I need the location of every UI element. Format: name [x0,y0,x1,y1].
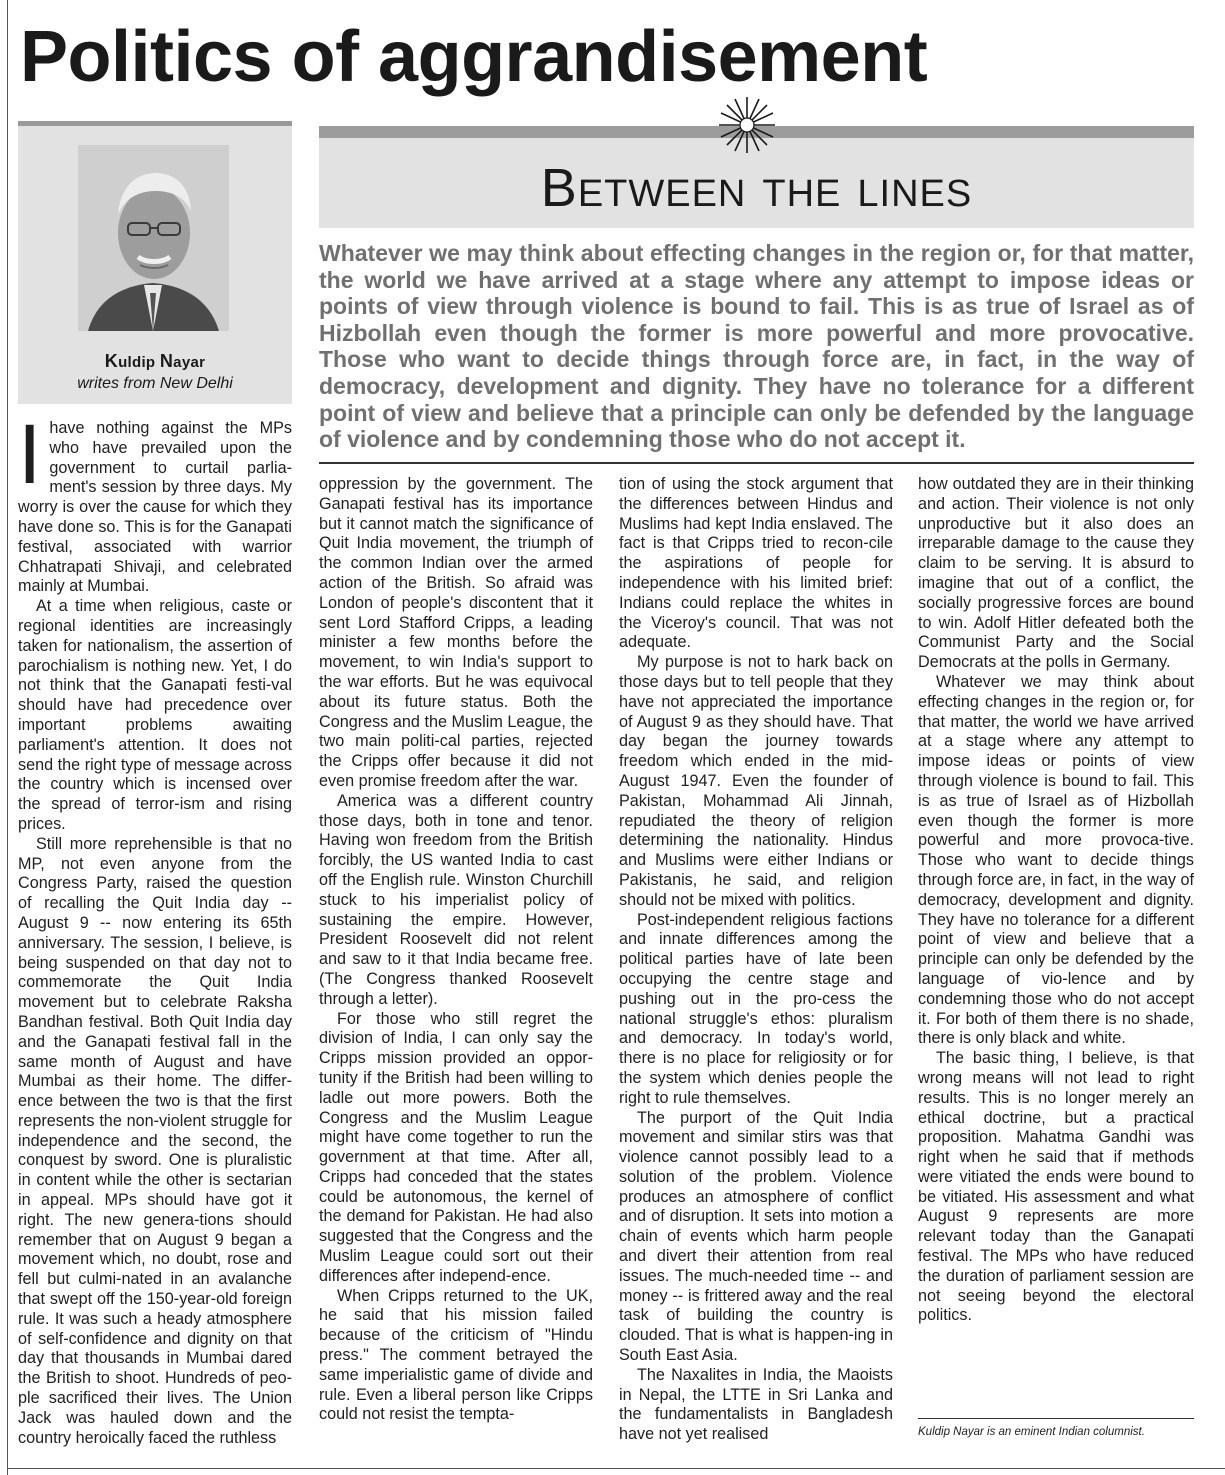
paragraph: tion of using the stock argument that the differences between Hindus and Muslims had kept India enslaved. The fact is that Cripps tried to recon-cile the aspirations of people for independence with his limited brief: Indians could replace the whites in the Viceroy's council. That was not adequate. [619,475,893,652]
paragraph: The purport of the Quit India movement and similar stirs was that violence cannot possibly lead to a solution of the problem. Violence produces an atmosphere of conflict and of disruption. It sets into motion a chain of events which harm people and divert their attention from real issues. The much-needed time -- and money -- is frittered away and the real task of building the country is clouded. That is what is happen-ing in South East Asia. [619,1108,893,1365]
paragraph: The basic thing, I believe, is that wrong means will not lead to right results. This is no longer merely an ethical doctrine, but a practical proposition. Mahatma Gandhi was right when he said that if methods were vitiated the ends were bound to be vitiated. His assessment and what August 9 represents are more relevant today than the Ganapati festival. The MPs who have reduced the duration of parliament session are not seeing beyond the electoral politics. [918,1049,1194,1325]
author-name: Kuldip Nayar [104,351,206,371]
paragraph: have nothing against the MPs who have prevailed upon the government to curtail parlia-ment's session by three days. My worry is over the cause for which they have done so. This is for the Ganapati festival, associated with warrior Chhatrapati Shivaji, and celebrated mainly at Mumbai. [18,419,292,596]
paragraph: When Cripps returned to the UK, he said that his mission failed because of the criticism of "Hindu press." The comment betrayed the same imperialistic game of divide and rule. Even a liberal person like Cripps could not resist the tempta- [319,1286,593,1424]
author-location: writes from New Delhi [77,375,233,392]
paragraph: Still more reprehensible is that no MP, not even anyone from the Congress Party, raised the question of recalling the Quit India day -- August 9 -- now entering its 65th anniversary. The session, I believe, is being suspended on that day not to commemorate the Quit India movement but to celebrate Raksha Bandhan festival. Both Quit India day and the Ganapati festival fall in the same month of August and have Mumbai as their home. The differ-ence between the two is that the first represents the non-violent struggle for independence and the second, the conquest by sword. One is pluralistic in content while the other is sectarian in appeal. MPs should have got it right. The new genera-tions should remember that on August 9 began a movement which, no doubt, rose and fell but culmi-nated in an avalanche that swept off the 150-year-old foreign rule. It was such a heady atmosphere of self-confidence and dignity on that day that thousands in Mumbai dared the British to shoot. Hundreds of peo-ple sacrificed their lives. The Union Jack was hauled down and the country heroically faced the ruthless [18,834,292,1447]
pull-quote-rule [319,462,1194,464]
column-banner-title: Between the lines [540,158,973,218]
paragraph: how outdated they are in their thinking and action. Their violence is not only unproductive but it also does an irreparable damage to the cause they claim to be serving. It is absurd to imagine that out of a conflict, the socially progressive forces are bound to win. Adolf Hitler defeated both the Communist Party and the Social Democrats at the polls in Germany. [918,475,1194,672]
author-photo [78,145,229,331]
page-left-rule [7,0,8,1475]
paragraph: The Naxalites in India, the Maoists in Nepal, the LTTE in Sri Lanka and the fundamentalists in Bangladesh have not yet realised [619,1365,893,1444]
paragraph: Post-independent religious factions and innate differences among the political parties have of late been occupying the centre stage and pushing out in the pro-cess the national struggle's ethos: pluralism and democracy. In today's world, there is no place for religiosity or for the system which denies people the right to rule themselves. [619,910,893,1107]
article-column-2 [319,475,593,1425]
article-column-3 [619,475,893,1445]
paragraph: America was a different country those days, both in tone and tenor. Having won freedom from the British forcibly, the US wanted India to cast off the English rule. Winston Churchill stuck to his imperialist policy of sustaining the empire. However, President Roosevelt did not relent and saw to it that India became free. (The Congress thanked Roosevelt through a letter). [319,791,593,1008]
page-bottom-rule [7,1468,1225,1469]
footnote-rule [918,1418,1194,1419]
headline: Politics of aggrandisement [20,17,928,97]
article-column-4 [918,475,1194,1326]
article-column-1 [18,407,292,1448]
author-box [18,121,292,404]
paragraph: oppression by the government. The Ganapati festival has its importance but it cannot match the significance of Quit India movement, the triumph of the common Indian over the armed action of the British. So afraid was London of people's discontent that it sent Lord Stafford Cripps, a leading minister a few months before the movement, to win India's support to the war efforts. But he was equivocal about its future status. Both the Congress and the Muslim League, the two main politi-cal parties, rejected the Cripps offer because it did not even promise freedom after the war. [319,475,593,790]
starburst-icon [715,93,779,157]
paragraph: Whatever we may think about effecting changes in the region or, for that matter, the world we have arrived at a stage where any attempt to impose ideas or points of view through violence is bound to fail. This is as true of Israel as of Hizbollah even though the former is more powerful and more provoca-tive. Those who want to decide things through force are, in fact, in the way of democracy, development and dignity. They have no tolerance for a different point of view and believe that a principle can only be defended by the language of vio-lence and by condemning those who do not accept it. For both of them there is no shade, there is only black and white. [918,672,1194,1048]
paragraph: For those who still regret the division of India, I can only say the Cripps mission provided an oppor-tunity if the British had been willing to ladle out more powers. Both the Congress and the Muslim League might have come together to run the government at that time. After all, Cripps had conceded that the states could be autonomous, the kernel of the demand for Pakistan. He had also suggested that the Congress and the Muslim League could sort out their differences after independ-ence. [319,1009,593,1285]
pull-quote: Whatever we may think about effecting changes in the region or, for that matter, the world we have arrived at a stage where any attempt to impose ideas or points of view through violence is bound to fail. This is as true of Israel as of Hizbollah even though the former is more powerful and more provocative. Those who want to decide things through force are, in fact, in the way of democracy, development and dignity. They have no tolerance for a different point of view and believe that a principle can only be defended by the language of violence and by condemning those who do not accept it. [319,240,1194,453]
author-portrait-icon [78,145,229,331]
drop-cap: I [18,407,42,501]
paragraph: My purpose is not to hark back on those days but to tell people that they have not appreciated the importance of August 9 as they should have. That day began the journey towards freedom which ended in the mid-August 1947. Even the founder of Pakistan, Mohammad Ali Jinnah, repudiated the theory of religion determining the nationality. Hindus and Muslims were either Indians or Pakistanis, he said, and religion should not be mixed with politics. [619,653,893,909]
paragraph: At a time when religious, caste or regional identities are increasingly taken for nationalism, the assertion of parochialism is nothing new. Yet, I do not think that the Ganapati festi-val should have had precedence over important problems awaiting parliament's attention. It does not send the right type of message across the country which is incensed over the spread of terror-ism and rising prices. [18,597,292,833]
author-footnote: Kuldip Nayar is an eminent Indian columnist. [918,1426,1145,1438]
